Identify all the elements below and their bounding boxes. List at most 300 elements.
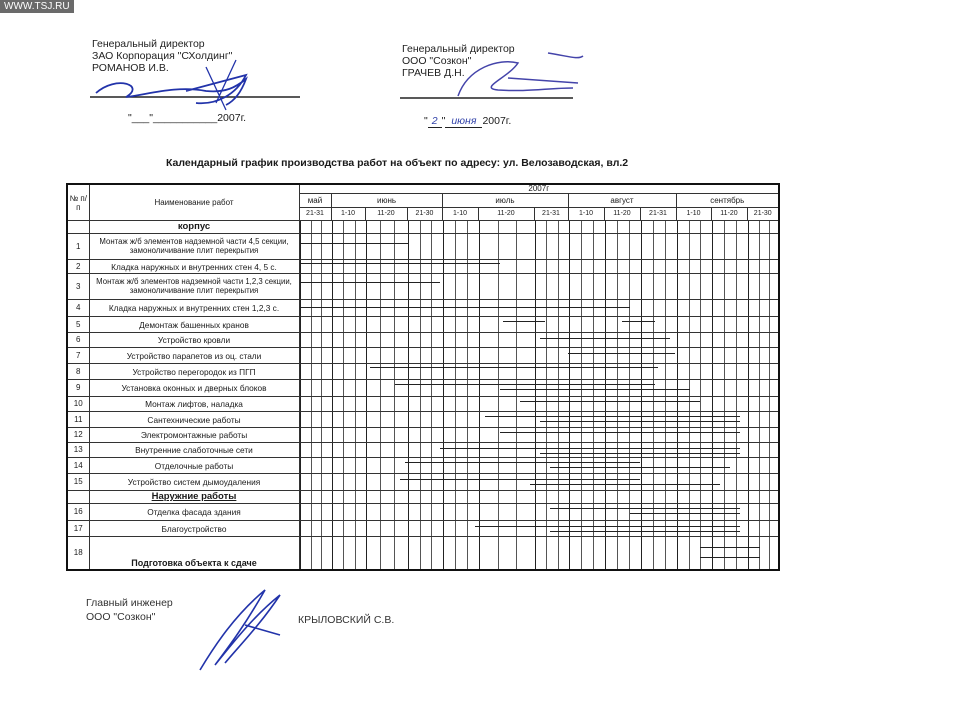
grid-line <box>380 234 381 259</box>
grid-line <box>736 380 737 396</box>
period-4: 1-10 <box>442 208 478 221</box>
grid-line <box>546 333 547 347</box>
grid-line <box>581 443 582 457</box>
grid-line <box>689 537 690 569</box>
grid-line <box>712 504 713 520</box>
grid-line <box>736 397 737 411</box>
grid-line <box>593 521 594 536</box>
grid-line <box>641 300 642 316</box>
grid-line <box>455 260 456 273</box>
grid-line <box>558 300 559 316</box>
grid-line <box>394 474 395 490</box>
grid-line <box>300 260 301 273</box>
grid-line <box>748 458 749 473</box>
grid-line <box>605 274 606 299</box>
grid-line <box>479 380 480 396</box>
grid-line <box>443 260 444 273</box>
grid-line <box>724 537 725 569</box>
grid-line <box>581 428 582 442</box>
grid-line <box>355 428 356 442</box>
grid-line <box>605 412 606 427</box>
grid-line <box>769 364 770 379</box>
schedule-bar <box>440 448 740 449</box>
period-2: 11-20 <box>365 208 407 221</box>
grid-line <box>569 412 570 427</box>
grid-line <box>629 300 630 316</box>
grid-line <box>516 274 517 299</box>
grid-line <box>355 380 356 396</box>
grid-line <box>712 300 713 316</box>
row-work-name: Демонтаж башенных кранов <box>89 317 299 333</box>
grid-line <box>712 537 713 569</box>
grid-line <box>332 234 333 259</box>
schedule-bar <box>520 401 700 402</box>
grid-line <box>380 260 381 273</box>
right-signature <box>398 48 598 108</box>
row-work-name: Отделка фасада здания <box>89 504 299 521</box>
grid-line <box>479 348 480 363</box>
grid-line <box>431 443 432 457</box>
schedule-bar <box>500 432 740 433</box>
grid-line <box>677 380 678 396</box>
grid-line <box>479 491 480 503</box>
grid-line <box>581 458 582 473</box>
grid-line <box>394 333 395 347</box>
grid-line <box>408 260 409 273</box>
grid-line <box>467 491 468 503</box>
grid-line <box>467 428 468 442</box>
grid-line <box>443 504 444 520</box>
period-10: 1-10 <box>676 208 711 221</box>
table-row <box>67 274 779 300</box>
timeline-cell <box>299 348 779 364</box>
grid-line <box>748 521 749 536</box>
grid-line <box>431 412 432 427</box>
grid-line <box>467 504 468 520</box>
grid-line <box>380 380 381 396</box>
grid-line <box>581 491 582 503</box>
grid-line <box>700 504 701 520</box>
grid-line <box>593 537 594 569</box>
grid-line <box>535 458 536 473</box>
grid-line <box>689 234 690 259</box>
month-0: май <box>299 194 331 208</box>
grid-line <box>467 260 468 273</box>
grid-line <box>593 274 594 299</box>
grid-line <box>593 234 594 259</box>
grid-line <box>769 537 770 569</box>
grid-line <box>546 474 547 490</box>
grid-line <box>516 380 517 396</box>
grid-line <box>748 474 749 490</box>
timeline-cell <box>299 537 779 571</box>
grid-line <box>665 397 666 411</box>
grid-line <box>366 474 367 490</box>
grid-line <box>629 458 630 473</box>
grid-line <box>641 474 642 490</box>
grid-line <box>343 274 344 299</box>
grid-line <box>689 521 690 536</box>
grid-line <box>498 348 499 363</box>
grid-line <box>748 443 749 457</box>
grid-line <box>629 474 630 490</box>
grid-line <box>665 474 666 490</box>
grid-line <box>677 491 678 503</box>
table-row <box>67 317 779 333</box>
grid-line <box>569 537 570 569</box>
grid-line <box>343 443 344 457</box>
grid-line <box>420 412 421 427</box>
grid-line <box>455 348 456 363</box>
table-row <box>67 504 779 521</box>
right-company: ООО "Созкон" <box>402 55 472 67</box>
grid-line <box>479 333 480 347</box>
grid-line <box>300 317 301 332</box>
grid-line <box>408 317 409 332</box>
schedule-bar <box>300 243 408 244</box>
grid-line <box>431 333 432 347</box>
timeline-cell <box>299 274 779 300</box>
grid-line <box>332 537 333 569</box>
grid-line <box>617 348 618 363</box>
grid-line <box>420 274 421 299</box>
timeline-cell <box>299 412 779 428</box>
grid-line <box>629 491 630 503</box>
grid-line <box>629 412 630 427</box>
grid-line <box>408 521 409 536</box>
grid-line <box>617 260 618 273</box>
grid-line <box>535 300 536 316</box>
schedule-bar <box>540 421 740 422</box>
section-external: Наружние работы <box>89 491 299 504</box>
grid-line <box>689 491 690 503</box>
row-number: 15 <box>67 474 89 491</box>
grid-line <box>724 260 725 273</box>
grid-line <box>665 504 666 520</box>
grid-line <box>408 428 409 442</box>
grid-line <box>593 443 594 457</box>
grid-line <box>355 348 356 363</box>
grid-line <box>712 333 713 347</box>
grid-line <box>569 474 570 490</box>
timeline-cell <box>299 458 779 474</box>
grid-line <box>394 443 395 457</box>
row-work-name: Монтаж ж/б элементов надземной части 4,5 секции, замоноличивание плит перекрытия <box>89 234 299 260</box>
grid-line <box>641 491 642 503</box>
grid-line <box>311 274 312 299</box>
grid-line <box>736 348 737 363</box>
grid-line <box>558 428 559 442</box>
grid-line <box>569 317 570 332</box>
grid-line <box>569 221 570 233</box>
grid-line <box>724 397 725 411</box>
grid-line <box>498 397 499 411</box>
grid-line <box>653 260 654 273</box>
grid-line <box>343 458 344 473</box>
bottom-signature <box>195 585 295 675</box>
schedule-table <box>66 183 780 571</box>
grid-line <box>558 474 559 490</box>
grid-line <box>455 274 456 299</box>
grid-line <box>629 537 630 569</box>
grid-line <box>641 397 642 411</box>
grid-line <box>479 260 480 273</box>
grid-line <box>689 458 690 473</box>
grid-line <box>724 443 725 457</box>
grid-line <box>332 397 333 411</box>
grid-line <box>455 443 456 457</box>
grid-line <box>380 348 381 363</box>
grid-line <box>558 234 559 259</box>
grid-line <box>467 274 468 299</box>
grid-line <box>321 458 322 473</box>
grid-line <box>689 397 690 411</box>
grid-line <box>677 397 678 411</box>
grid-line <box>653 234 654 259</box>
grid-line <box>355 397 356 411</box>
grid-line <box>759 458 760 473</box>
grid-line <box>736 474 737 490</box>
grid-line <box>593 333 594 347</box>
grid-line <box>748 348 749 363</box>
grid-line <box>355 458 356 473</box>
grid-line <box>546 537 547 569</box>
grid-line <box>300 300 301 316</box>
grid-line <box>321 504 322 520</box>
grid-line <box>641 274 642 299</box>
table-row <box>67 300 779 317</box>
grid-line <box>581 300 582 316</box>
timeline-cell <box>299 300 779 317</box>
grid-line <box>431 221 432 233</box>
table-row <box>67 397 779 412</box>
grid-line <box>380 537 381 569</box>
grid-line <box>700 443 701 457</box>
grid-line <box>581 234 582 259</box>
grid-line <box>300 474 301 490</box>
grid-line <box>332 221 333 233</box>
grid-line <box>546 380 547 396</box>
period-0: 21-31 <box>299 208 331 221</box>
grid-line <box>769 260 770 273</box>
schedule-bar <box>700 557 760 558</box>
grid-line <box>617 537 618 569</box>
grid-line <box>516 474 517 490</box>
grid-line <box>343 348 344 363</box>
row-number: 11 <box>67 412 89 428</box>
grid-line <box>394 221 395 233</box>
grid-line <box>546 221 547 233</box>
grid-line <box>546 504 547 520</box>
schedule-bar <box>700 547 760 548</box>
left-signature <box>86 55 306 120</box>
grid-line <box>380 274 381 299</box>
grid-line <box>498 234 499 259</box>
grid-line <box>516 504 517 520</box>
grid-line <box>677 364 678 379</box>
grid-line <box>558 504 559 520</box>
grid-line <box>332 458 333 473</box>
grid-line <box>653 274 654 299</box>
timeline-cell <box>299 364 779 380</box>
grid-line <box>700 364 701 379</box>
grid-line <box>617 412 618 427</box>
grid-line <box>366 300 367 316</box>
grid-line <box>736 458 737 473</box>
grid-line <box>408 412 409 427</box>
grid-line <box>366 458 367 473</box>
grid-line <box>455 537 456 569</box>
grid-line <box>641 221 642 233</box>
grid-line <box>431 380 432 396</box>
grid-line <box>748 300 749 316</box>
grid-line <box>641 260 642 273</box>
grid-line <box>677 521 678 536</box>
grid-line <box>700 274 701 299</box>
grid-line <box>332 300 333 316</box>
grid-line <box>408 537 409 569</box>
grid-line <box>420 504 421 520</box>
grid-line <box>677 274 678 299</box>
grid-line <box>748 380 749 396</box>
grid-line <box>366 317 367 332</box>
grid-line <box>535 443 536 457</box>
grid-line <box>689 364 690 379</box>
row-number: 7 <box>67 348 89 364</box>
grid-line <box>593 504 594 520</box>
row-work-name: Отделочные работы <box>89 458 299 474</box>
grid-line <box>467 443 468 457</box>
grid-line <box>467 234 468 259</box>
grid-line <box>394 428 395 442</box>
timeline-cell <box>299 333 779 348</box>
grid-line <box>653 397 654 411</box>
row-number: 5 <box>67 317 89 333</box>
grid-line <box>443 458 444 473</box>
grid-line <box>700 317 701 332</box>
grid-line <box>569 333 570 347</box>
grid-line <box>366 443 367 457</box>
grid-line <box>420 443 421 457</box>
grid-line <box>569 274 570 299</box>
grid-line <box>748 428 749 442</box>
grid-line <box>516 458 517 473</box>
grid-line <box>479 300 480 316</box>
row-number: 14 <box>67 458 89 474</box>
left-date: "___"___________2007г. <box>128 112 247 124</box>
grid-line <box>689 474 690 490</box>
grid-line <box>455 521 456 536</box>
grid-line <box>569 428 570 442</box>
grid-line <box>605 348 606 363</box>
grid-line <box>712 521 713 536</box>
grid-line <box>300 333 301 347</box>
grid-line <box>366 537 367 569</box>
bottom-person: КРЫЛОВСКИЙ С.В. <box>298 614 395 626</box>
grid-line <box>569 260 570 273</box>
grid-line <box>653 537 654 569</box>
grid-line <box>311 491 312 503</box>
grid-line <box>769 428 770 442</box>
grid-line <box>677 537 678 569</box>
grid-line <box>641 428 642 442</box>
grid-line <box>558 274 559 299</box>
row-number: 18 <box>67 537 89 571</box>
grid-line <box>665 412 666 427</box>
grid-line <box>343 537 344 569</box>
row-work-name: Монтаж лифтов, наладка <box>89 397 299 412</box>
grid-line <box>558 491 559 503</box>
grid-line <box>431 428 432 442</box>
grid-line <box>380 443 381 457</box>
grid-line <box>300 443 301 457</box>
grid-line <box>332 504 333 520</box>
grid-line <box>712 443 713 457</box>
grid-line <box>394 412 395 427</box>
grid-line <box>516 260 517 273</box>
grid-line <box>498 521 499 536</box>
grid-line <box>546 274 547 299</box>
grid-line <box>581 412 582 427</box>
grid-line <box>479 443 480 457</box>
grid-line <box>443 221 444 233</box>
period-8: 11-20 <box>604 208 640 221</box>
grid-line <box>736 274 737 299</box>
grid-line <box>629 221 630 233</box>
grid-line <box>712 397 713 411</box>
grid-line <box>665 491 666 503</box>
timeline-cell <box>299 443 779 458</box>
grid-line <box>653 317 654 332</box>
grid-line <box>593 348 594 363</box>
grid-line <box>311 260 312 273</box>
grid-line <box>467 521 468 536</box>
grid-line <box>311 412 312 427</box>
grid-line <box>629 333 630 347</box>
grid-line <box>605 521 606 536</box>
grid-line <box>629 348 630 363</box>
grid-line <box>700 428 701 442</box>
row-number: 2 <box>67 260 89 274</box>
grid-line <box>759 333 760 347</box>
grid-line <box>605 300 606 316</box>
grid-line <box>769 412 770 427</box>
grid-line <box>724 348 725 363</box>
grid-line <box>736 234 737 259</box>
grid-line <box>498 537 499 569</box>
row-work-name: Благоустройство <box>89 521 299 537</box>
grid-line <box>343 397 344 411</box>
grid-line <box>724 380 725 396</box>
grid-line <box>343 380 344 396</box>
grid-line <box>617 504 618 520</box>
grid-line <box>724 521 725 536</box>
grid-line <box>535 504 536 520</box>
grid-line <box>321 317 322 332</box>
grid-line <box>736 443 737 457</box>
grid-line <box>408 300 409 316</box>
grid-line <box>535 521 536 536</box>
right-date-day: 2 <box>428 115 442 128</box>
grid-line <box>769 348 770 363</box>
grid-line <box>380 504 381 520</box>
grid-line <box>558 458 559 473</box>
grid-line <box>355 474 356 490</box>
grid-line <box>498 300 499 316</box>
grid-line <box>366 234 367 259</box>
grid-line <box>420 428 421 442</box>
grid-line <box>366 491 367 503</box>
